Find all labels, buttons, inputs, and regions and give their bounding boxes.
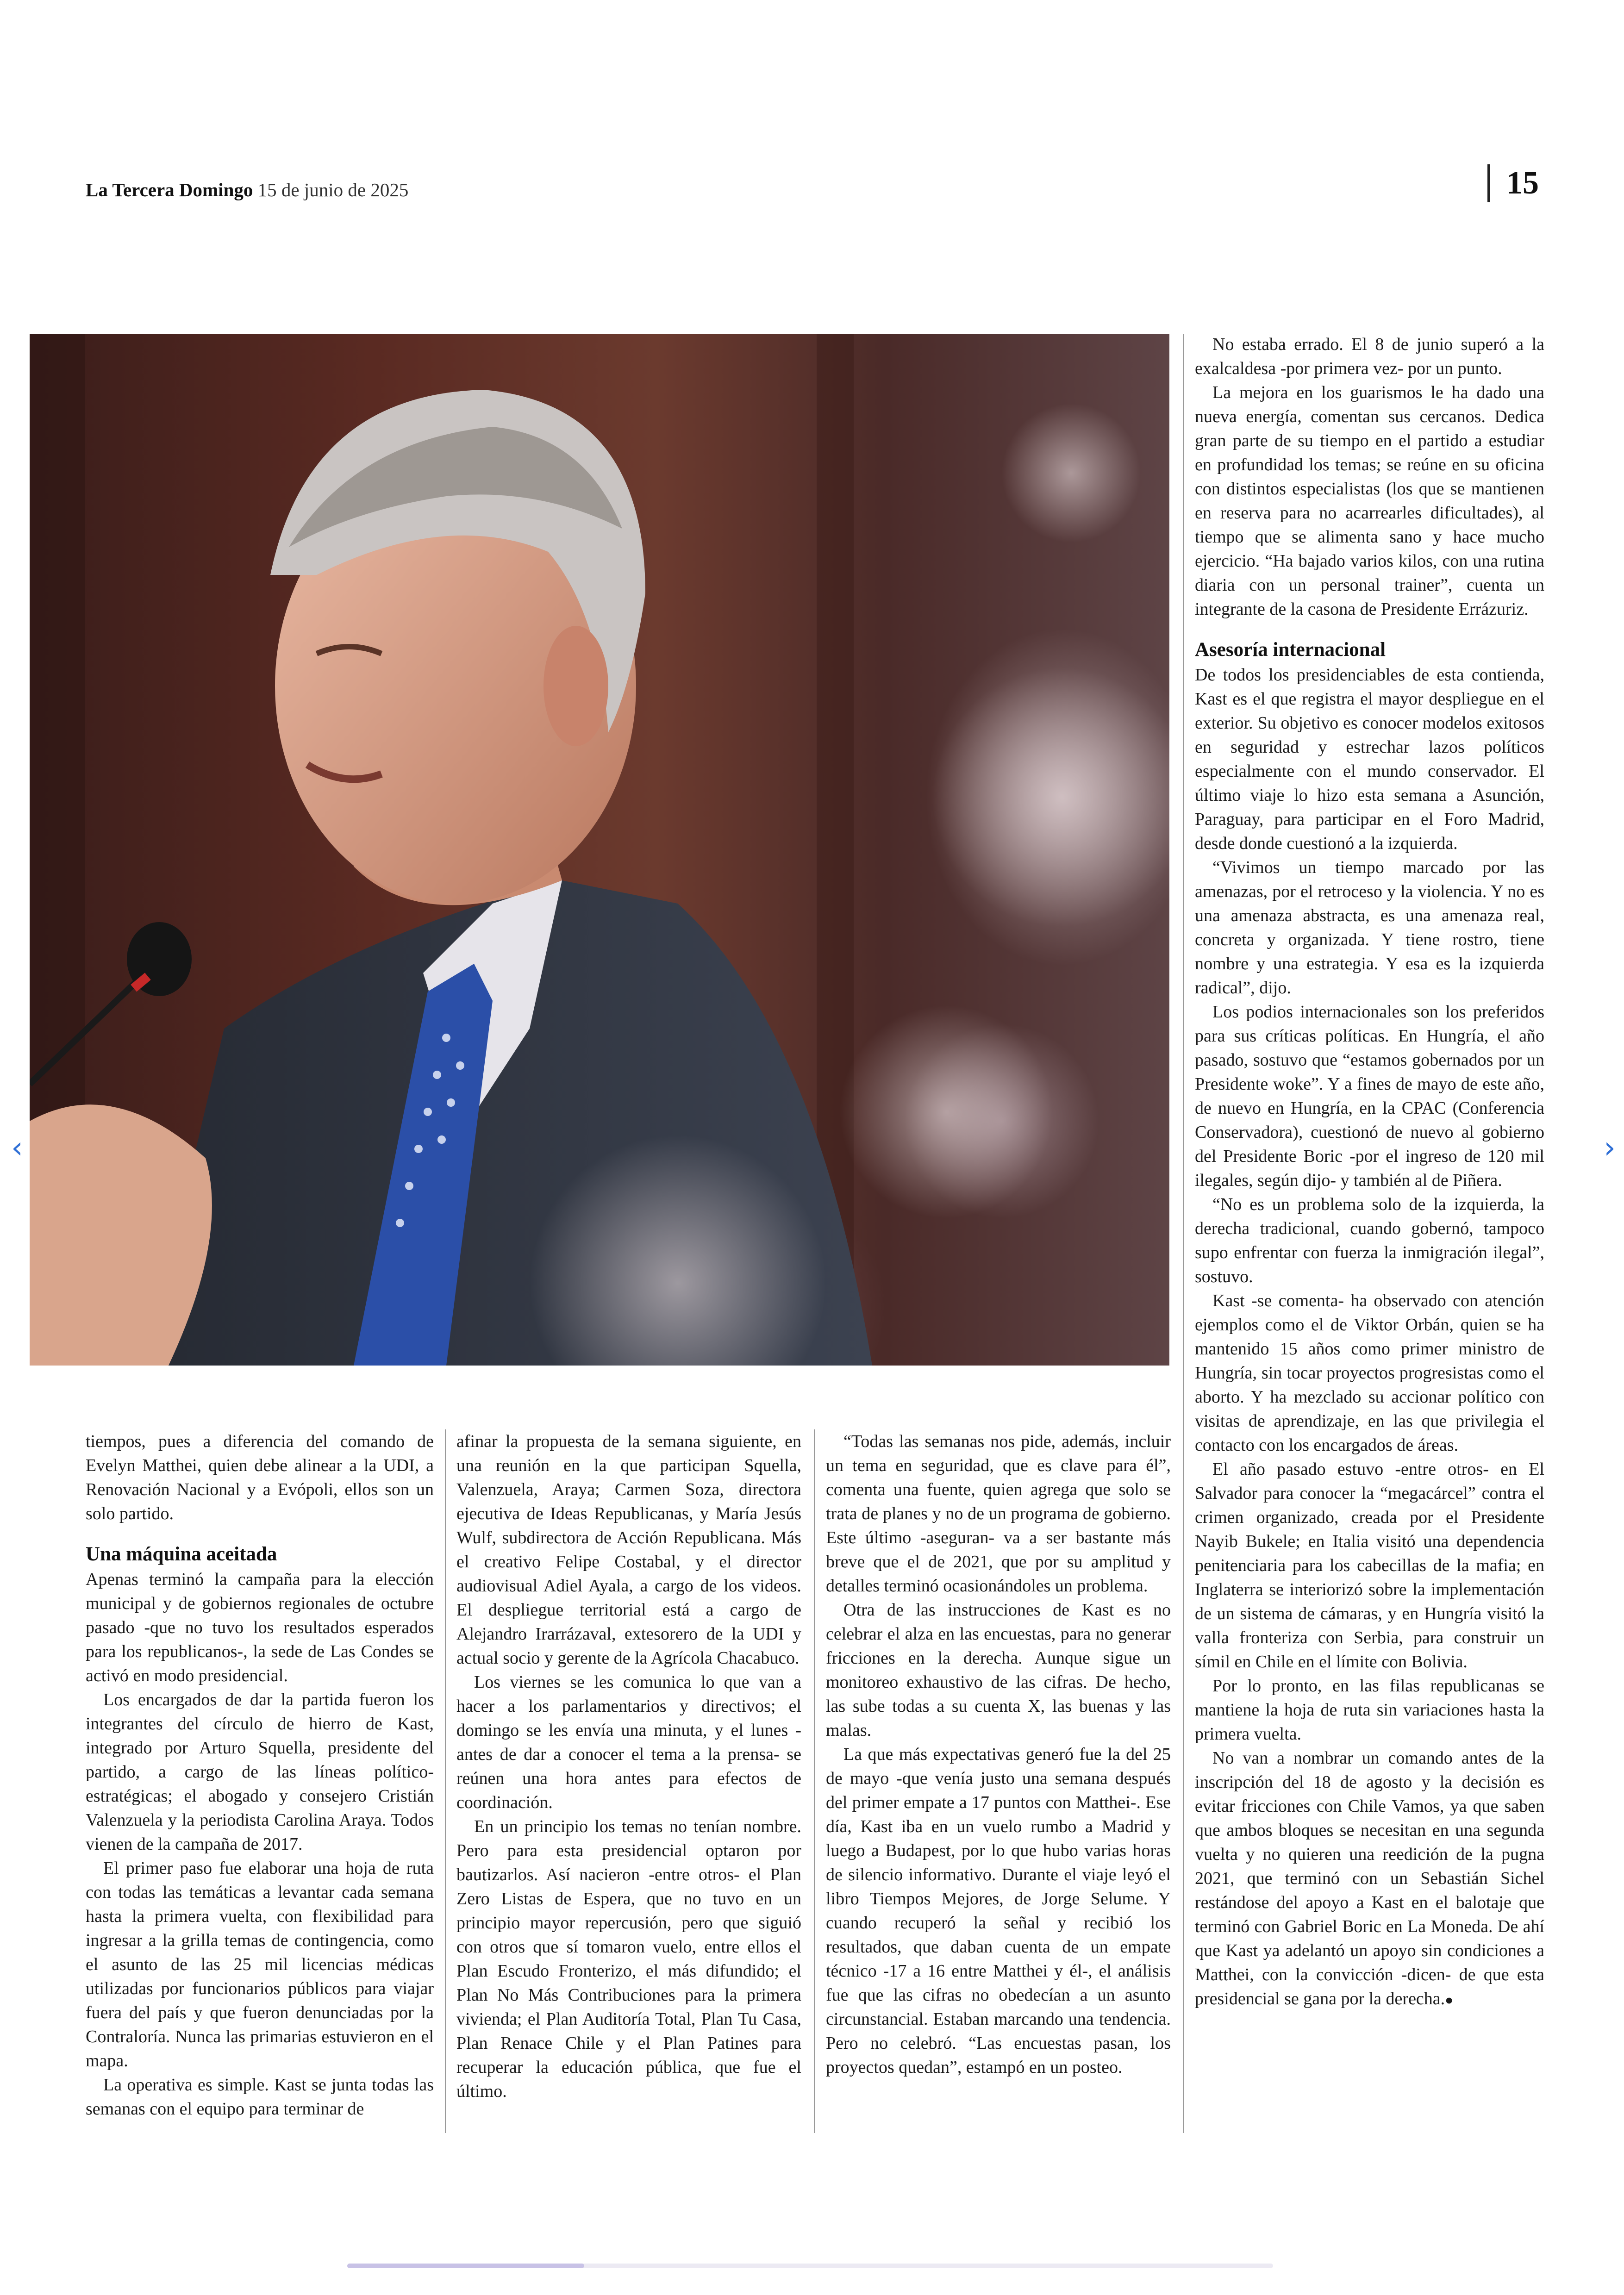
subheading: Asesoría internacional <box>1195 639 1386 661</box>
paragraph: Apenas terminó la campaña para la elección municipal y de gobiernos regionales de octubre pasado -que no tuvo los resultados esperados para los republicanos-, la sede de Las Condes se activó en modo presidencial. <box>86 1570 434 1685</box>
paragraph: Los viernes se les comunica lo que van a hacer a los parlamentarios y directivos; el domingo se les envía una minuta, y el lunes -antes de dar a conocer el tema a la prensa- se reúnen una hora antes para efectos de coordinación. <box>456 1672 801 1812</box>
paragraph: “Todas las semanas nos pide, además, incluir un tema en seguridad, que es clave para él”, comenta una fuente, quien agrega que solo se trata de planes y no de un programa de gobierno. Este último -aseguran- va a ser bastante más breve que el de 2021, que por su amplitud y detalles terminó ocasionándoles un problema. <box>826 1432 1171 1596</box>
column-divider <box>814 1429 815 2133</box>
paragraph: “No es un problema solo de la izquierda, la derecha tradicional, cuando gobernó, tampoco supo enfrentar con fuerza la inmigración ilegal”, sostuvo. <box>1195 1195 1544 1286</box>
paragraph: La operativa es simple. Kast se junta todas las semanas con el equipo para terminar de <box>86 2075 434 2119</box>
paragraph: El primer paso fue elaborar una hoja de ruta con todas las temáticas a levantar cada semana hasta la primera vuelta, con flexibilidad para ingresar a la grilla temas de contingencia, como el asunto de las 25 mil licencias médicas utilizadas por funcionarios públicos para viajar fuera del país y que fueron denunciadas por la Contraloría. Nunca las primarias estuvieron en el mapa. <box>86 1858 434 2070</box>
paragraph-text: No van a nombrar un comando antes de la inscripción del 18 de agosto y la decisión es evitar fricciones con Chile Vamos, ya que saben que ambos bloques se necesitan en una segunda vuelta y no quieren una reedición de la pugna 2021, que terminó con un Sebastián Sichel restándose del apoyo a Kast en el balotaje que terminó con Gabriel Boric en La Moneda. De ahí que Kast ya adelantó un apoyo sin condiciones a Matthei, con la convicción -dicen- de que esta presidencial se gana por la derecha. <box>1195 1748 1544 2008</box>
paragraph: “Vivimos un tiempo marcado por las amenazas, por el retroceso y la violencia. Y no es una amenaza abstracta, es una amenaza real, concreta y organizada. Y tiene rostro, tiene nombre y una estrategia. Y esa es la izquierda radical”, dijo. <box>1195 858 1544 998</box>
paragraph: Otra de las instrucciones de Kast es no celebrar el alza en las encuestas, para no generar fricciones en la derecha. Aunque sigue un monitoreo exhaustivo de las cifras. De hecho, las sube todas a su cuenta X, las buenas y las malas. <box>826 1600 1171 1740</box>
paragraph: Kast -se comenta- ha observado con atención ejemplos como el de Viktor Orbán, quien se ha mantenido 15 años como primer ministro de Hungría, sin tocar proyectos progresistas como el aborto. Y ha mezclado su accionar político con visitas de aprendizaje, en las que privilegia el contacto con los encargados de áreas. <box>1195 1291 1544 1455</box>
paragraph: De todos los presidenciables de esta contienda, Kast es el que registra el mayor despliegue en el exterior. Su objetivo es conocer modelos exitosos en seguridad y estrechar lazos políticos especialmente con el mundo conservador. El último viaje lo hizo esta semana a Asunción, Paraguay, para participar en el Foro Madrid, desde donde cuestionó a la izquierda. <box>1195 665 1544 853</box>
article-photo <box>30 334 1169 1366</box>
paragraph: La que más expectativas generó fue la del 25 de mayo -que venía justo una semana después del primer empate a 17 puntos con Matthei-. Ese día, Kast iba en un vuelo rumbo a Madrid y luego a Budapest, por lo que hubo varias horas de silencio informativo. Durante el viaje leyó el libro Tiempos Mejores, de Jorge Selume. Y cuando recuperó la señal y recibió los resultados, que daban cuenta de un empate técnico -17 a 16 entre Matthei y él-, el análisis fue que las cifras no obedecían a un asunto circunstancial. Estaban marcando una tendencia. Pero no celebró. “Las encuestas pasan, los proyectos quedan”, estampó en un posteo. <box>826 1745 1171 2077</box>
column-divider <box>1183 334 1184 2133</box>
page-number: 15 <box>1506 165 1539 201</box>
paragraph: Los encargados de dar la partida fueron los integrantes del círculo de hierro de Kast, integrado por Arturo Squella, presidente del partido, a cargo de las líneas político-estratégicas; el abogado y consejero Cristián Valenzuela y la periodista Carolina Araya. Todos vienen de la campaña de 2017. <box>86 1690 434 1854</box>
paragraph: No estaba errado. El 8 de junio superó a la exalcaldesa -por primera vez- por un punto. <box>1195 335 1544 378</box>
paragraph <box>1195 1746 1544 2012</box>
masthead <box>86 179 408 201</box>
paragraph: afinar la propuesta de la semana siguiente, en una reunión en la que participan Squella, Valenzuela, Araya; Carmen Soza, directora ejecutiva de Ideas Republicanas, y María Jesús Wulf, subdirectora de Acción Republicana. Más el creativo Felipe Costabal, y el director audiovisual Adiel Ayala, a cargo de los videos. El despliegue territorial está a cargo de Alejandro Irarrázaval, extesorero de la UDI y actual socio y gerente de la Agrícola Chacabuco. <box>456 1432 801 1668</box>
paragraph: Los podios internacionales son los preferidos para sus críticas políticas. En Hungría, el año pasado, sostuvo que “estamos gobernados por un Presidente woke”. Y a fines de mayo de este año, de nuevo en Hungría, en la CPAC (Conferencia Conservadora), cuestionó de nuevo al gobierno del Presidente Boric -por el ingreso de 120 mil ilegales, según dijo- y también al de Piñera. <box>1195 1002 1544 1190</box>
column-divider <box>445 1429 446 2133</box>
paragraph: La mejora en los guarismos le ha dado una nueva energía, comentan sus cercanos. Dedica gran parte de su tiempo en el partido a estudiar en profundidad los temas; se reúne en su oficina con distintos especialistas (los que se mantienen en reserva para no acarrearles dificultades), al tiempo que se alimenta sano y hace mucho ejercicio. “Ha bajado varios kilos, con una rutina diaria con un personal trainer”, cuenta un integrante de la casona de Presidente Errázuriz. <box>1195 383 1544 619</box>
paragraph: tiempos, pues a diferencia del comando de Evelyn Matthei, quien debe alinear a la UDI, a Renovación Nacional y a Evópoli, ellos son un solo partido. <box>86 1432 434 1523</box>
next-page-chevron-icon[interactable]: › <box>1604 1131 1616 1165</box>
paragraph: En un principio los temas no tenían nombre. Pero para esta presidencial optaron por bautizarlos. Así nacieron -entre otros- el Plan Zero Listas de Espera, que no tuvo en un principio mayor repercusión, pero que siguió con otros que sí tomaron vuelo, entre ellos el Plan Escudo Fronterizo, el más difundido; el Plan No Más Contribuciones para la primera vivienda; el Plan Auditoría Total, Plan Tu Casa, Plan Renace Chile y el Plan Patines para recuperar la educación pública, que fue el último. <box>456 1817 801 2101</box>
paragraph: Por lo pronto, en las filas republicanas se mantiene la hoja de ruta sin variaciones hasta la primera vuelta. <box>1195 1676 1544 1744</box>
paragraph: El año pasado estuvo -entre otros- en El Salvador para conocer la “megacárcel” contra el crimen organizado, creada por el Presidente Nayib Bukele; en Italia visitó una dependencia penitenciaria para los cabecillas de la mafia; en Inglaterra se interiorizó sobre la implementación de un sistema de cámaras, y en Hungría visitó la valla fronteriza con Serbia, para construir un símil en Chile en el límite con Bolivia. <box>1195 1459 1544 1671</box>
page-number-box <box>1487 164 1539 202</box>
newspaper-name: La Tercera Domingo <box>86 179 253 200</box>
article-column-4 <box>1195 332 1544 2012</box>
photo-image <box>30 334 1169 1366</box>
previous-page-chevron-icon[interactable]: ‹ <box>11 1131 23 1165</box>
subheading: Una máquina aceitada <box>86 1543 277 1565</box>
article-column-3 <box>826 1429 1171 2079</box>
article-column-1 <box>86 1429 434 2121</box>
article-column-2 <box>456 1429 801 2103</box>
page-scrollbar[interactable] <box>347 2264 1273 2268</box>
issue-date: 15 de junio de 2025 <box>257 179 409 200</box>
end-of-article-icon: ● <box>1445 1992 1454 2008</box>
scrollbar-thumb[interactable] <box>347 2264 584 2268</box>
